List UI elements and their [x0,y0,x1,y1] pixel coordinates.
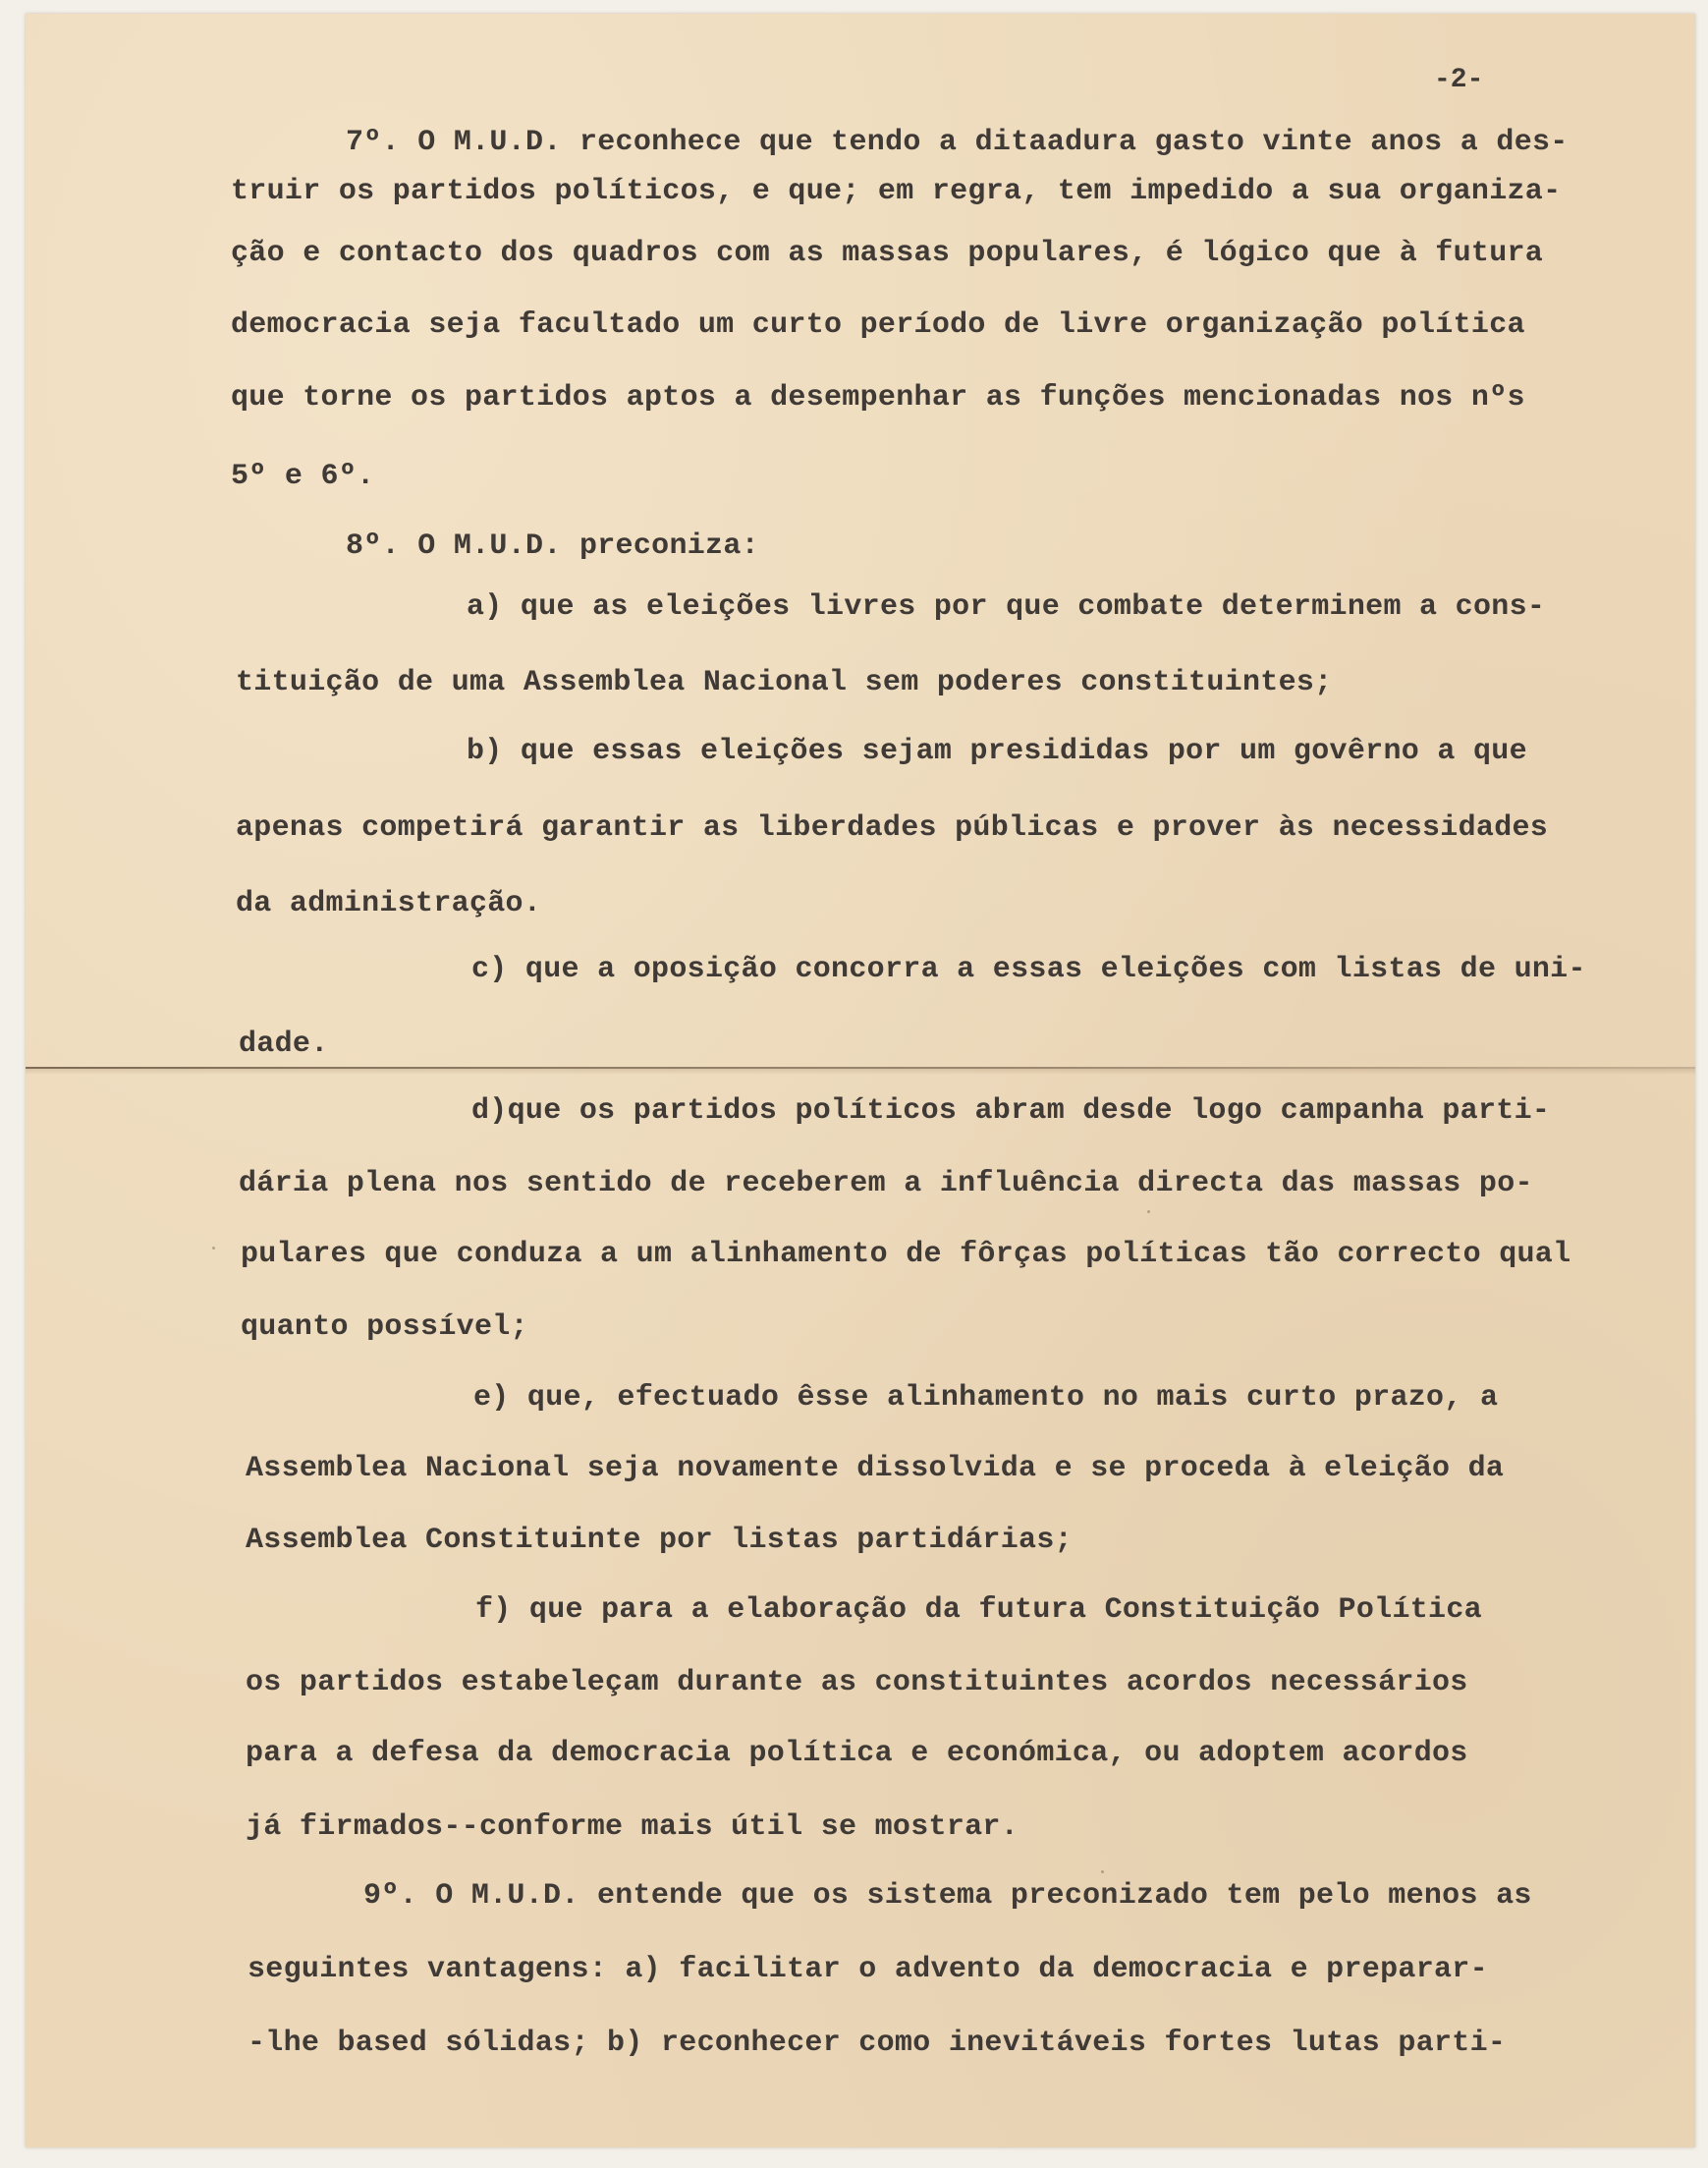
text-line: para a defesa da democracia política e económica, ou adoptem acordos [246,1737,1468,1770]
text-line: 5º e 6º. [231,460,375,493]
text-line: democracia seja facultado um curto período de livre organização política [231,308,1525,342]
text-line: da administração. [236,887,542,920]
text-line: a) que as eleições livres por que combate determinem a cons- [467,590,1546,624]
paper-speck [212,1247,215,1250]
text-line: apenas competirá garantir as liberdades públicas e prover às necessidades [236,811,1549,845]
text-line: dade. [239,1028,329,1061]
text-line: b) que essas eleições sejam presididas por um govêrno a que [467,735,1527,768]
text-line: pulares que conduza a um alinhamento de fôrças políticas tão correcto qual [241,1238,1571,1271]
text-line: Assemblea Constituinte por listas partidárias; [246,1524,1073,1557]
text-line: os partidos estabeleçam durante as constituintes acordos necessários [246,1666,1468,1699]
text-line: f) que para a elaboração da futura Constituição Política [475,1593,1482,1627]
text-line: 9º. O M.U.D. entende que os sistema preconizado tem pelo menos as [363,1879,1532,1913]
text-line: 7º. O M.U.D. reconhece que tendo a ditaadura gasto vinte anos a des- [346,126,1569,159]
paper-speck [1147,1210,1150,1213]
page-number: -2- [1434,65,1484,95]
paper-fold-shadow [26,1069,1695,1075]
text-line: tituição de uma Assemblea Nacional sem poderes constituintes; [236,666,1333,699]
text-line: que torne os partidos aptos a desempenhar as funções mencionadas nos nºs [231,381,1525,415]
paper-speck [1101,1870,1104,1873]
text-line: -lhe based sólidas; b) reconhecer como inevitáveis fortes lutas parti- [248,2027,1507,2060]
text-line: já firmados--conforme mais útil se mostrar. [246,1810,1019,1844]
text-line: quanto possível; [241,1310,528,1344]
text-line: e) que, efectuado êsse alinhamento no mais curto prazo, a [473,1381,1499,1415]
text-line: dária plena nos sentido de receberem a influência directa das massas po- [239,1167,1533,1200]
text-line: truir os partidos políticos, e que; em regra, tem impedido a sua organiza- [231,175,1562,208]
text-line: ção e contacto dos quadros com as massas populares, é lógico que à futura [231,237,1544,270]
text-line: c) que a oposição concorra a essas eleições com listas de uni- [471,953,1586,986]
text-line: Assemblea Nacional seja novamente dissolvida e se proceda à eleição da [246,1452,1505,1485]
text-line: seguintes vantagens: a) facilitar o advento da democracia e preparar- [248,1953,1488,1986]
text-line: 8º. O M.U.D. preconiza: [346,529,759,563]
text-line: d)que os partidos políticos abram desde logo campanha parti- [471,1094,1551,1128]
